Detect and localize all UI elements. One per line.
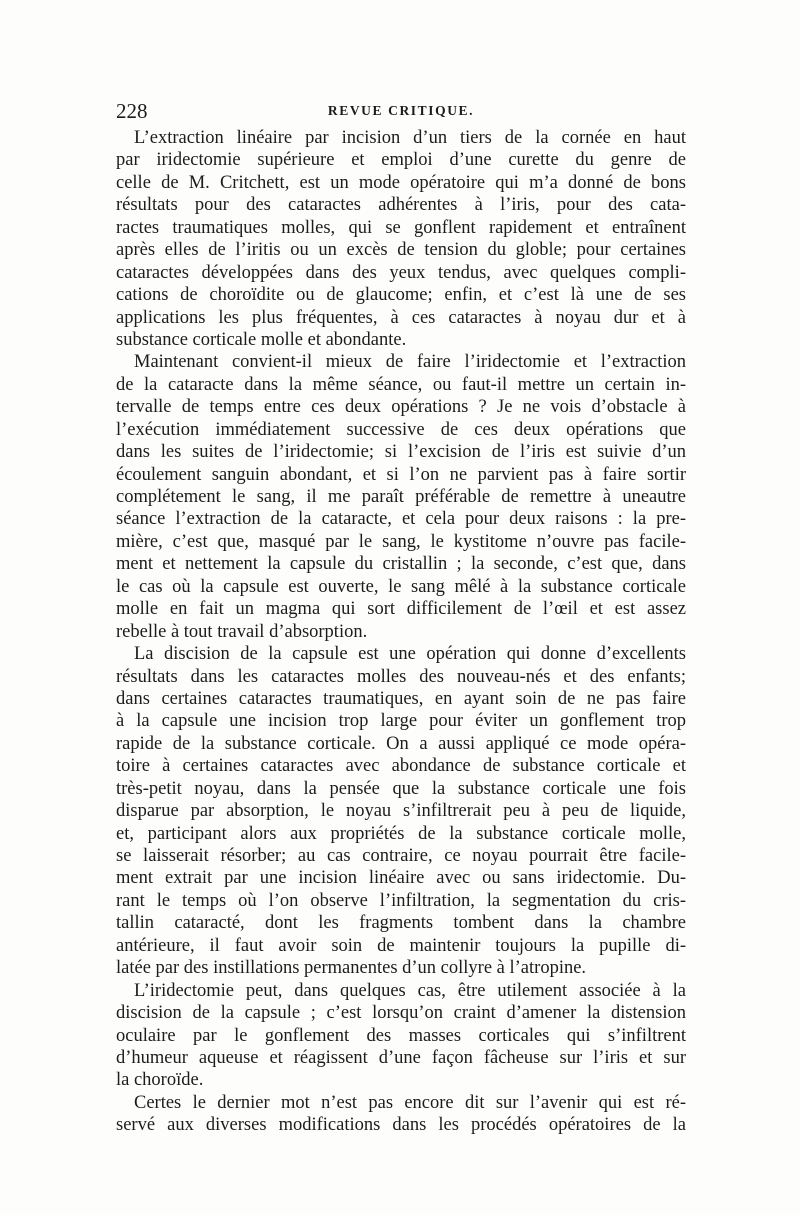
text-line: d’humeur aqueuse et réagissent d’une façon fâcheuse sur l’iris et sur bbox=[116, 1047, 686, 1068]
text-line: L’iridectomie peut, dans quelques cas, être utilement associée à la bbox=[134, 980, 686, 1001]
text-line: substance corticale molle et abondante. bbox=[116, 329, 407, 350]
text-line: rapide de la substance corticale. On a aussi appliqué ce mode opéra- bbox=[116, 733, 686, 754]
page-header bbox=[116, 98, 686, 124]
text-line: tallin cataracté, dont les fragments tombent dans la chambre bbox=[116, 913, 686, 934]
text-line: résultats dans les cataractes molles des nouveau-nés et des enfants; bbox=[116, 666, 686, 687]
text-line: toire à certaines cataractes avec abondance de substance corticale et bbox=[116, 756, 686, 777]
text-line: Certes le dernier mot n’est pas encore dit sur l’avenir qui est ré- bbox=[134, 1092, 686, 1113]
text-line: servé aux diverses modifications dans les procédés opératoires de la bbox=[116, 1115, 686, 1136]
text-line: tervalle de temps entre ces deux opérations ? Je ne vois d’obstacle à bbox=[116, 397, 686, 418]
text-line: disparue par absorption, le noyau s’infiltrerait peu à peu de liquide, bbox=[116, 801, 686, 822]
text-line: cations de choroïdite ou de glaucome; enfin, et c’est là une de ses bbox=[116, 285, 686, 306]
page-number: 228 bbox=[116, 99, 148, 123]
text-line: celle de M. Critchett, est un mode opératoire qui m’a donné de bons bbox=[116, 172, 686, 193]
text-line: discision de la capsule ; c’est lorsqu’on craint d’amener la distension bbox=[116, 1003, 686, 1024]
text-line: L’extraction linéaire par incision d’un tiers de la cornée en haut bbox=[134, 128, 686, 148]
text-line: à la capsule une incision trop large pour éviter un gonflement trop bbox=[116, 711, 686, 732]
text-line: résultats pour des cataractes adhérentes à l’iris, pour des cata- bbox=[116, 195, 686, 216]
text-line: la choroïde. bbox=[116, 1070, 204, 1091]
text-line: l’exécution immédiatement successive de ces deux opérations que bbox=[116, 419, 686, 440]
text-line: mière, c’est que, masqué par le sang, le kystitome n’ouvre pas facile- bbox=[116, 531, 686, 552]
text-line: latée par des instillations permanentes d’un collyre à l’atropine. bbox=[116, 958, 587, 979]
text-line: dans les suites de l’iridectomie; si l’excision de l’iris est suivie d’un bbox=[116, 442, 686, 463]
text-line: ractes traumatiques molles, qui se gonflent rapidement et entraînent bbox=[116, 217, 686, 238]
text-line: cataractes développées dans des yeux tendus, avec quelques compli- bbox=[116, 262, 686, 283]
text-line: très-petit noyau, dans la pensée que la substance corticale une fois bbox=[116, 778, 686, 799]
body-text bbox=[116, 127, 686, 1137]
text-line: séance l’extraction de la cataracte, et cela pour deux raisons : la pre- bbox=[116, 509, 686, 530]
text-line: applications les plus fréquentes, à ces cataractes à noyau dur et à bbox=[116, 307, 686, 328]
text-line: La discision de la capsule est une opération qui donne d’excellents bbox=[134, 644, 686, 665]
text-line: après elles de l’iritis ou un excès de tension du globle; pour certaines bbox=[116, 240, 686, 261]
text-line: complétement le sang, il me paraît préférable de remettre à uneautre bbox=[116, 487, 686, 507]
text-line: écoulement sanguin abondant, et si l’on ne parvient pas à faire sortir bbox=[116, 464, 686, 485]
text-line: de la cataracte dans la même séance, ou faut-il mettre un certain in- bbox=[116, 374, 686, 395]
text-line: molle en fait un magma qui sort difficilement de l’œil et est assez bbox=[116, 599, 686, 620]
running-title: REVUE CRITIQUE. bbox=[327, 103, 475, 118]
text-line: le cas où la capsule est ouverte, le sang mêlé à la substance corticale bbox=[116, 576, 686, 597]
text-line: rebelle à tout travail d’absorption. bbox=[116, 621, 368, 642]
text-line: ment et nettement la capsule du cristallin ; la seconde, c’est que, dans bbox=[116, 554, 686, 575]
text-line: ment extrait par une incision linéaire avec ou sans iridectomie. Du- bbox=[116, 868, 686, 889]
text-line: se laisserait résorber; au cas contraire, ce noyau pourrait être facile- bbox=[116, 846, 686, 866]
text-line: et, participant alors aux propriétés de la substance corticale molle, bbox=[116, 823, 686, 844]
text-line: rant le temps où l’on observe l’infiltration, la segmentation du cris- bbox=[116, 890, 686, 911]
text-line: antérieure, il faut avoir soin de maintenir toujours la pupille di- bbox=[116, 935, 686, 956]
text-line: par iridectomie supérieure et emploi d’une curette du genre de bbox=[116, 150, 686, 171]
text-line: oculaire par le gonflement des masses corticales qui s’infiltrent bbox=[116, 1025, 686, 1046]
text-line: dans certaines cataractes traumatiques, en ayant soin de ne pas faire bbox=[116, 688, 686, 709]
text-line: Maintenant convient-il mieux de faire l’iridectomie et l’extraction bbox=[134, 352, 686, 373]
